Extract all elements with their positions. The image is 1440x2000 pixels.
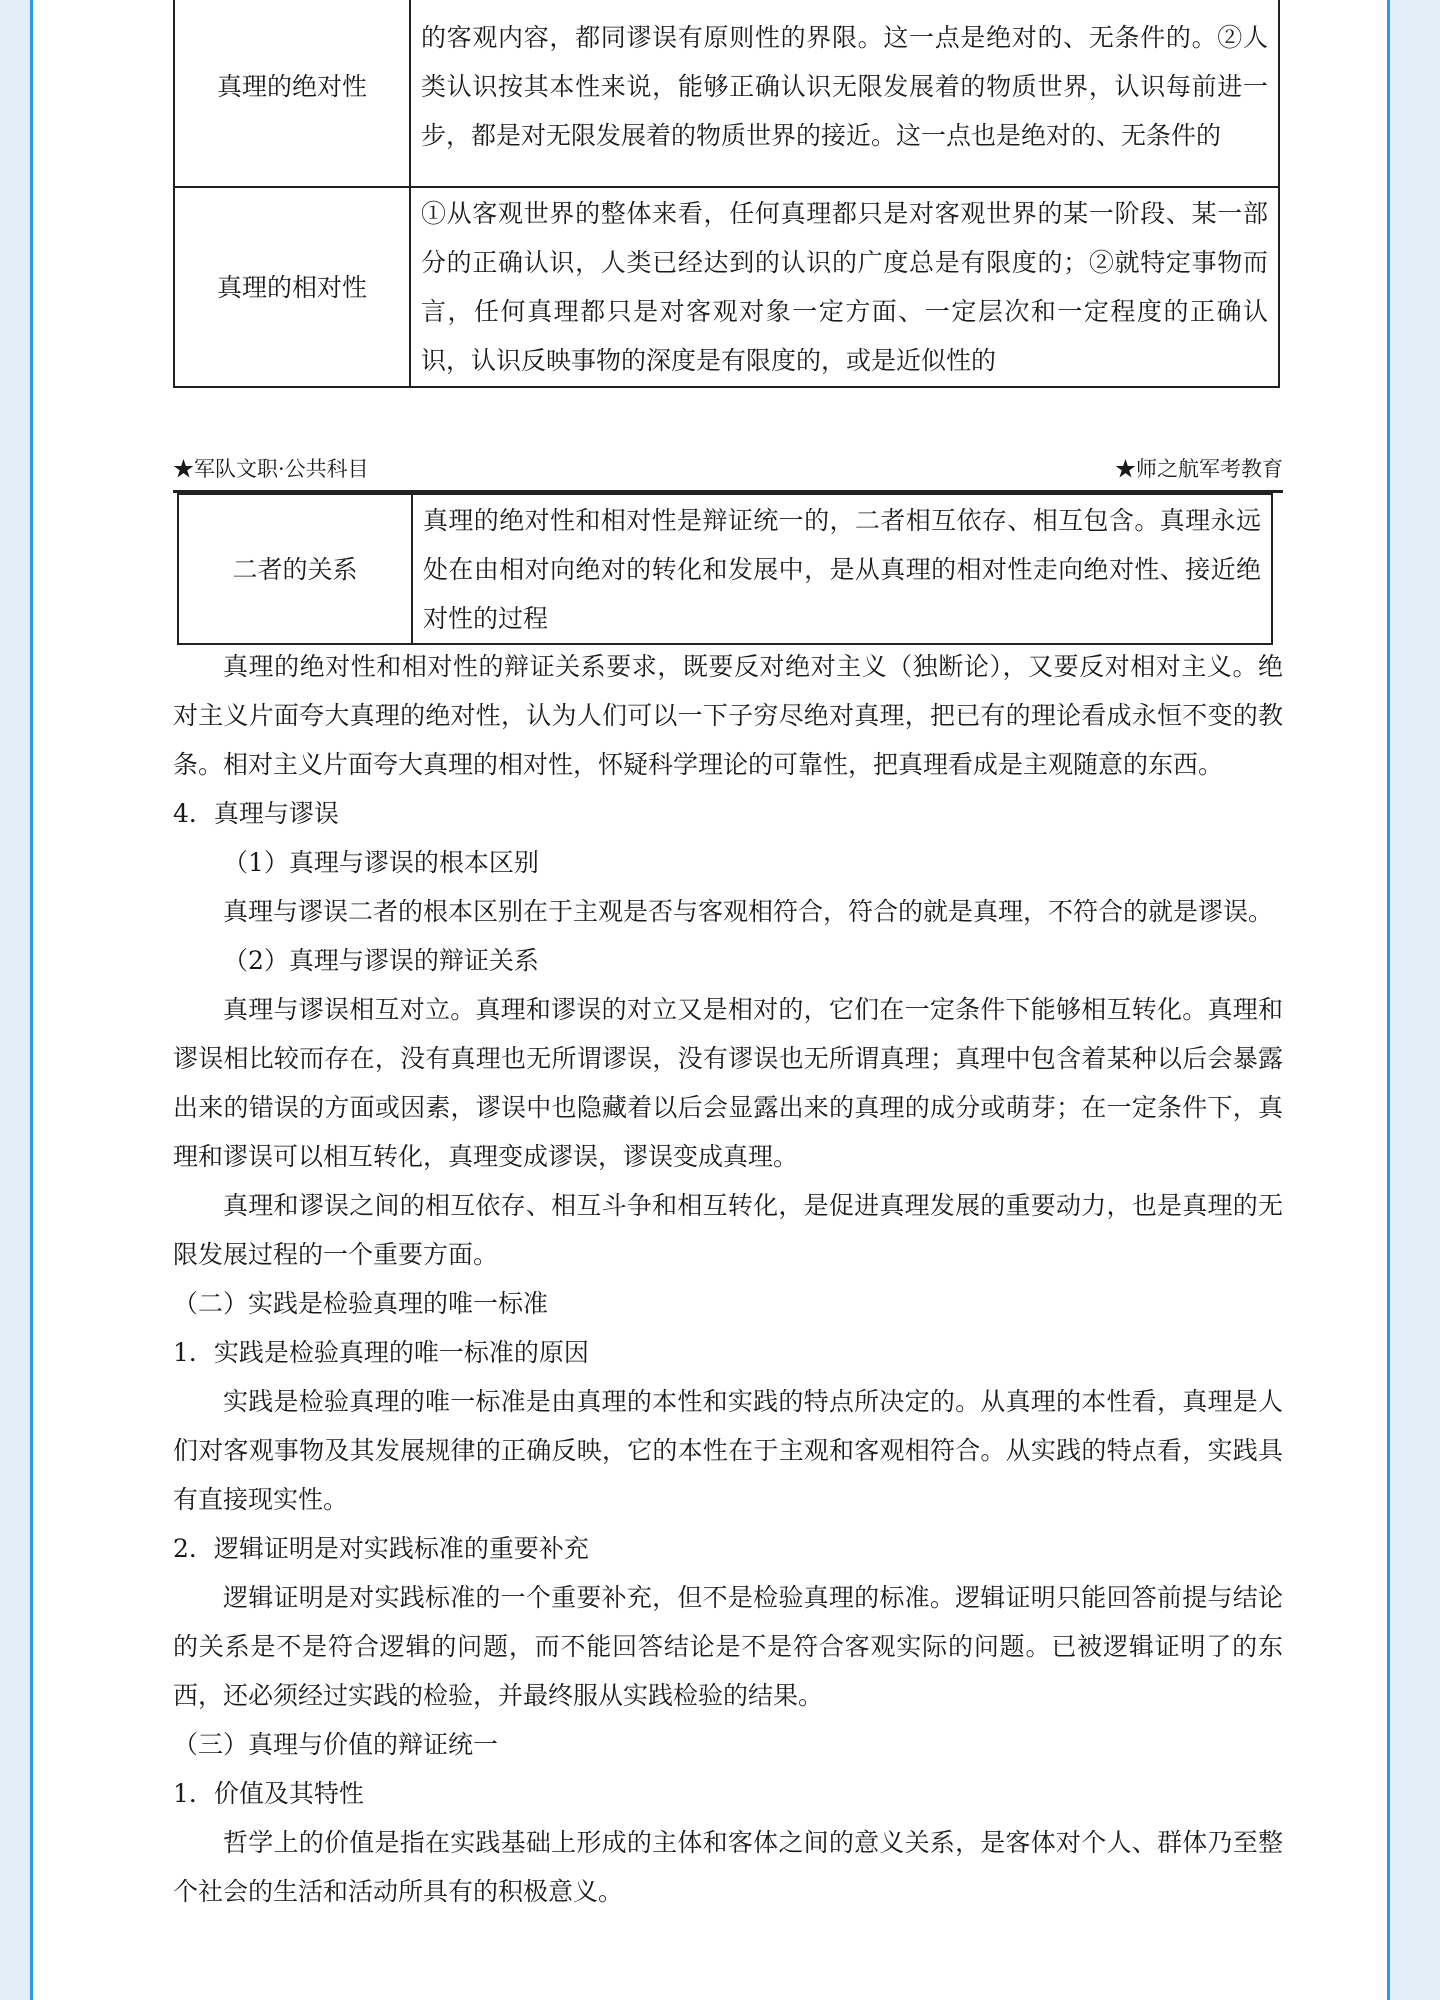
paragraph: 逻辑证明是对实践标准的一个重要补充，但不是检验真理的标准。逻辑证明只能回答前提与结论的关系是不是符合逻辑的问题，而不能回答结论是不是符合客观实际的问题。已被逻辑证明了的东西，还必须经过实践的检验，并最终服从实践检验的结果。 (173, 1583, 1283, 1710)
subsection-heading: （1）真理与谬误的根本区别 (223, 848, 539, 877)
table-label-cell: 二者的关系 (178, 494, 412, 644)
paragraph: 真理和谬误之间的相互依存、相互斗争和相互转化，是促进真理发展的重要动力，也是真理的无限发展过程的一个重要方面。 (173, 1191, 1283, 1269)
chapter-heading: （二）实践是检验真理的唯一标准 (173, 1289, 549, 1318)
table-text-cell: ①从客观世界的整体来看，任何真理都只是对客观世界的某一阶段、某一部分的正确认识，人类已经达到的认识的广度总是有限度的；②就特定事物而言，任何真理都只是对客观对象一定方面、一定层次和一定程度的正确认识，认识反映事物的深度是有限度的，或是近似性的 (410, 187, 1279, 387)
table-row (174, 0, 1279, 187)
chapter-heading: （三）真理与价值的辩证统一 (173, 1730, 499, 1759)
table-label-cell: 真理的相对性 (174, 187, 410, 387)
table-row (178, 494, 1272, 644)
section-heading: 1．价值及其特性 (173, 1779, 364, 1808)
paragraph: 真理与谬误二者的根本区别在于主观是否与客观相符合，符合的就是真理，不符合的就是谬误。 (223, 897, 1274, 926)
body-text (173, 642, 1283, 1916)
paragraph: 实践是检验真理的唯一标准是由真理的本性和实践的特点所决定的。从真理的本性看，真理是人们对客观事物及其发展规律的正确反映，它的本性在于主观和客观相符合。从实践的特点看，实践具有直接现实性。 (173, 1387, 1283, 1514)
page-header (173, 450, 1283, 493)
section-heading: 1．实践是检验真理的唯一标准的原因 (173, 1338, 589, 1367)
document-page (30, 0, 1390, 2000)
table-text-cell: 的客观内容，都同谬误有原则性的界限。这一点是绝对的、无条件的。②人类认识按其本性来说，能够正确认识无限发展着的物质世界，认识每前进一步，都是对无限发展着的物质世界的接近。这一点也是绝对的、无条件的 (410, 0, 1279, 187)
subsection-heading: （2）真理与谬误的辩证关系 (223, 946, 539, 975)
section-heading: 4．真理与谬误 (173, 799, 339, 828)
paragraph: 真理的绝对性和相对性的辩证关系要求，既要反对绝对主义（独断论），又要反对相对主义。绝对主义片面夸大真理的绝对性，认为人们可以一下子穷尽绝对真理，把已有的理论看成永恒不变的教条。相对主义片面夸大真理的相对性，怀疑科学理论的可靠性，把真理看成是主观随意的东西。 (173, 652, 1283, 779)
table-row (174, 187, 1279, 387)
table-label-cell: 真理的绝对性 (174, 0, 410, 187)
header-right-title: ★师之航军考教育 (1115, 457, 1283, 481)
section-heading: 2．逻辑证明是对实践标准的重要补充 (173, 1534, 589, 1563)
table-text-cell: 真理的绝对性和相对性是辩证统一的，二者相互依存、相互包含。真理永远处在由相对向绝对的转化和发展中，是从真理的相对性走向绝对性、接近绝对性的过程 (412, 494, 1272, 644)
header-left-title: ★军队文职·公共科目 (173, 457, 369, 481)
truth-table-bottom (177, 493, 1273, 645)
paragraph: 真理与谬误相互对立。真理和谬误的对立又是相对的，它们在一定条件下能够相互转化。真理和谬误相比较而存在，没有真理也无所谓谬误，没有谬误也无所谓真理；真理中包含着某种以后会暴露出来的错误的方面或因素，谬误中也隐藏着以后会显露出来的真理的成分或萌芽；在一定条件下，真理和谬误可以相互转化，真理变成谬误，谬误变成真理。 (173, 995, 1283, 1171)
truth-table-top (173, 0, 1280, 388)
paragraph: 哲学上的价值是指在实践基础上形成的主体和客体之间的意义关系，是客体对个人、群体乃至整个社会的生活和活动所具有的积极意义。 (173, 1828, 1283, 1906)
